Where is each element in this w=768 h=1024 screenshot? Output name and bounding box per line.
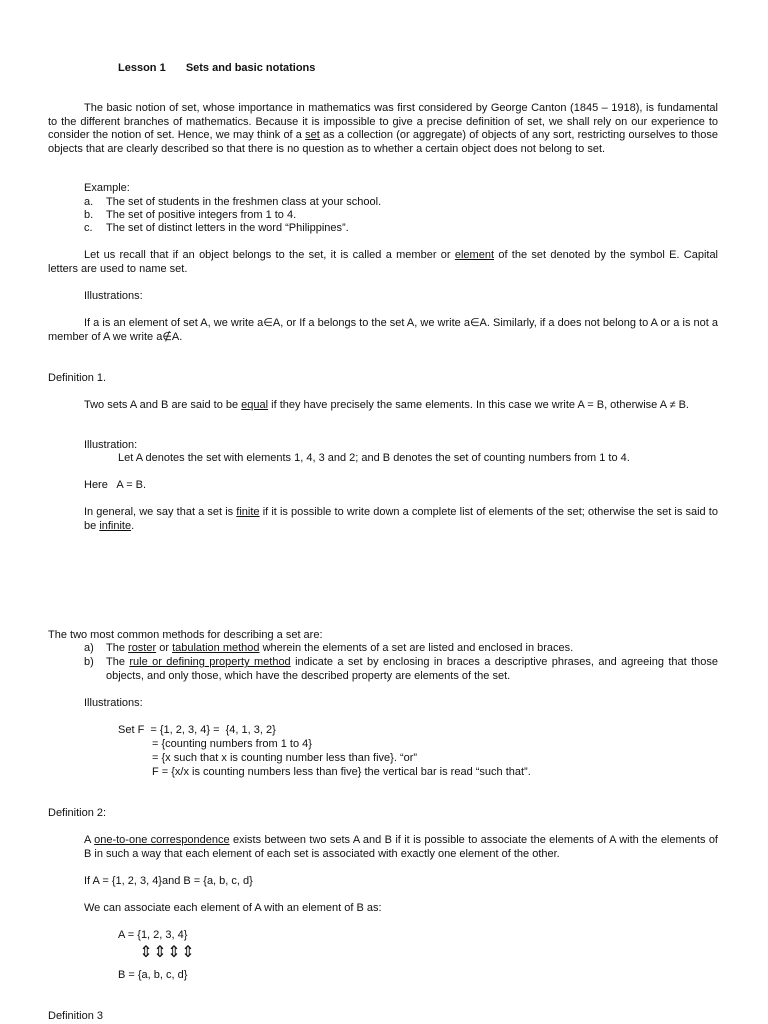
definition-1-heading: Definition 1.	[48, 372, 107, 384]
term-finite: finite	[236, 506, 260, 518]
double-arrow-icon: ⇕	[153, 944, 167, 961]
lesson-title: Sets and basic notations	[185, 62, 316, 74]
term-roster: roster	[128, 642, 157, 654]
correspondence-arrows	[139, 945, 195, 962]
double-arrow-icon: ⇕	[139, 944, 153, 961]
definition-3-heading: Definition 3	[48, 1010, 104, 1022]
methods-illustrations-heading: Illustrations:	[84, 697, 143, 709]
illustrations-heading: Illustrations:	[84, 290, 143, 302]
set-f-line-3: = {x such that x is counting number less than five}. “or”	[152, 752, 418, 764]
definition-2-heading: Definition 2:	[48, 807, 107, 819]
associate-line: We can associate each element of A with an element of B as:	[84, 902, 382, 914]
set-b: B = {a, b, c, d}	[118, 969, 188, 981]
intro-paragraph: The basic notion of set, whose importance in mathematics was first considered by George Canton (1845 – 1918), is fundamental to the different branches of mathematics. Because it is impossible to give a precise definition of set, we shall rely on our experience to consider the notion of set. Hence, we may think of a set as a collection (or aggregate) of objects of any sort, restricting ourselves to those objects that are clearly described so that there is no question as to whether a certain object does not belong to set.	[48, 102, 718, 155]
here-line: Here A = B.	[84, 479, 147, 491]
methods-intro: The two most common methods for describing a set are:	[48, 629, 323, 641]
lesson-heading	[118, 62, 315, 76]
term-set: set	[305, 129, 320, 141]
recall-paragraph: Let us recall that if an object belongs to the set, it is called a member or element of the set denoted by the symbol E. Capital letters are used to name set.	[48, 249, 719, 275]
set-f-line-4: F = {x/x is counting numbers less than five} the vertical bar is read “such that”.	[152, 766, 531, 778]
definition-1-text: Two sets A and B are said to be equal if they have precisely the same elements. In this case we write A = B, otherwise A ≠ B.	[84, 399, 689, 411]
term-element: element	[454, 249, 495, 261]
illustrations-text: If a is an element of set A, we write a∈A, or If a belongs to the set A, we write a∈A. Similarly, if a does not belong to A or a is not a member of A we write a∉A.	[48, 317, 718, 343]
example-heading: Example:	[84, 182, 130, 194]
finite-infinite-text: In general, we say that a set is finite if it is possible to write down a complete list of elements of the set; otherwise the set is said to be infinite.	[84, 506, 718, 532]
lesson-number: Lesson 1	[118, 62, 166, 74]
set-f-line-2: = {counting numbers from 1 to 4}	[152, 738, 312, 750]
term-infinite: infinite	[99, 519, 132, 532]
term-equal: equal	[241, 399, 269, 411]
term-rule-method: rule or defining property method	[129, 656, 291, 668]
term-tabulation-method: tabulation method	[172, 642, 260, 654]
term-one-to-one: one-to-one correspondence	[94, 834, 230, 846]
definition-2-text: A one-to-one correspondence exists between two sets A and B if it is possible to associate the elements of A with the elements of B in such a way that each element of each set is associated with exactly one element of the other.	[84, 834, 718, 860]
if-line: If A = {1, 2, 3, 4}and B = {a, b, c, d}	[84, 875, 253, 887]
set-a: A = {1, 2, 3, 4}	[118, 929, 188, 941]
double-arrow-icon: ⇕	[167, 944, 181, 961]
double-arrow-icon: ⇕	[181, 944, 195, 961]
set-f-line-1: Set F = {1, 2, 3, 4} = {4, 1, 3, 2}	[118, 724, 276, 736]
illustration-text: Let A denotes the set with elements 1, 4, 3 and 2; and B denotes the set of counting numbers from 1 to 4.	[118, 452, 630, 464]
illustration-heading: Illustration:	[84, 439, 138, 451]
